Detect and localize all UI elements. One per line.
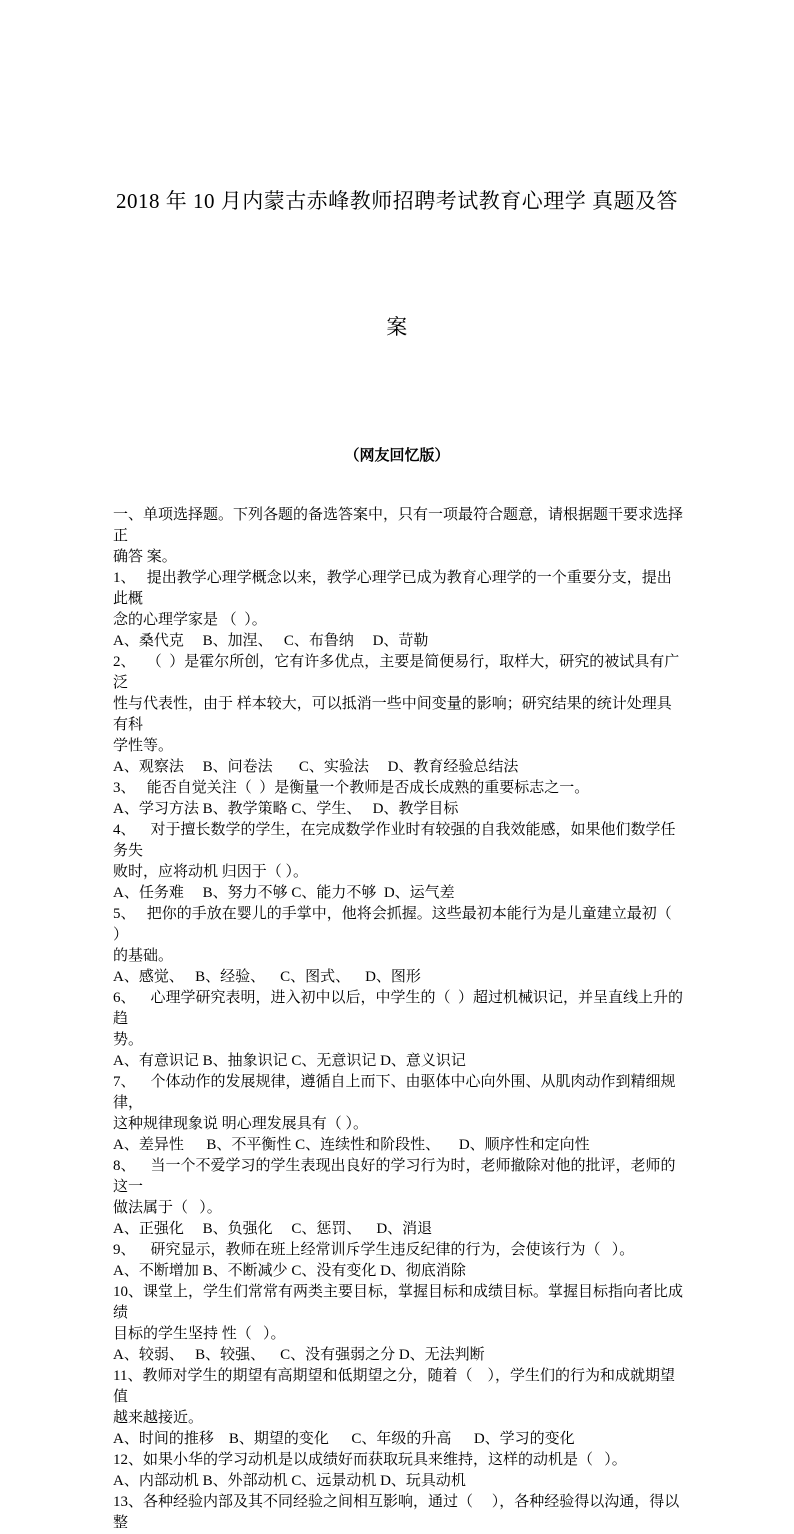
text-line: A、感觉、 B、经验、 C、图式、 D、图形	[113, 969, 421, 985]
text-line: 这种规律现象说 明心理发展具有（ ）。	[113, 1116, 369, 1132]
text-line: 目标的学生坚持 性（ ）。	[113, 1326, 286, 1342]
document-subtitle: （网友回忆版）	[344, 448, 450, 464]
text-line: 10、课堂上，学生们常常有两类主要目标，掌握目标和成绩目标。掌握目标指向者比成绩	[113, 1284, 684, 1321]
text-line: 1、 提出教学心理学概念以来，教学心理学已成为教育心理学的一个重要分支，提出此概	[113, 570, 672, 607]
text-line: 念的心理学家是 （ ）。	[113, 612, 267, 628]
text-line: A、桑代克 B、加涅、 C、布鲁纳 D、苛勒	[113, 633, 429, 649]
text-line: 败时，应将动机 归因于（ ）。	[113, 864, 309, 880]
text-line: A、任务难 B、努力不够 C、能力不够 D、运气差	[113, 885, 455, 901]
text-line: 7、 个体动作的发展规律，遵循自上而下、由驱体中心向外围、从肌肉动作到精细规律，	[113, 1074, 676, 1111]
text-line: A、内部动机 B、外部动机 C、远景动机 D、玩具动机	[113, 1473, 466, 1489]
text-line: A、不断增加 B、不断减少 C、没有变化 D、彻底消除	[113, 1263, 466, 1279]
text-line: 4、 对于擅长数学的学生，在完成数学作业时有较强的自我效能感，如果他们数学任务失	[113, 822, 676, 859]
text-line: A、正强化 B、负强化 C、惩罚、 D、消退	[113, 1221, 433, 1237]
text-line: A、有意识记 B、抽象识记 C、无意识记 D、意义识记	[113, 1053, 466, 1069]
text-line: 9、 研究显示，教师在班上经常训斥学生违反纪律的行为，会使该行为（ ）。	[113, 1242, 635, 1258]
text-line: 12、如果小华的学习动机是以成绩好而获取玩具来维持，这样的动机是（ ）。	[113, 1452, 627, 1468]
text-line: 的基础。	[113, 948, 174, 964]
text-line: A、学习方法 B、教学策略 C、学生、 D、教学目标	[113, 801, 459, 817]
text-line: 学性等。	[113, 738, 174, 754]
text-line: 2、 （ ）是霍尔所创，它有许多优点，主要是简便易行，取样大，研究的被试具有广泛	[113, 654, 680, 691]
text-line: A、差异性 B、不平衡性 C、连续性和阶段性、 D、顺序性和定向性	[113, 1137, 590, 1153]
document-body	[113, 505, 684, 1534]
text-line: A、较弱、 B、较强、 C、没有强弱之分 D、无法判断	[113, 1347, 485, 1363]
text-line: 8、 当一个不爱学习的学生表现出良好的学习行为时，老师撤除对他的批评，老师的这一	[113, 1158, 676, 1195]
text-line: 5、 把你的手放在婴儿的手掌中，他将会抓握。这些最初本能行为是儿童建立最初（ ）	[113, 906, 684, 943]
text-line: 3、 能否自觉关注（ ）是衡量一个教师是否成长成熟的重要标志之一。	[113, 780, 590, 796]
text-line: A、时间的推移 B、期望的变化 C、年级的升高 D、学习的变化	[113, 1431, 575, 1447]
text-line: A、观察法 B、问卷法 C、实验法 D、教育经验总结法	[113, 759, 519, 775]
text-line: 6、 心理学研究表明，进入初中以后，中学生的（ ）超过机械识记，并呈直线上升的趋	[113, 990, 684, 1027]
text-line: 11、教师对学生的期望有高期望和低期望之分，随着（ ），学生们的行为和成就期望值	[113, 1368, 675, 1405]
text-line: 一、单项选择题。下列各题的备选答案中，只有一项最符合题意，请根据题干要求选择正	[113, 507, 684, 544]
text-line: 确答 案。	[113, 549, 177, 565]
document-title-line-2: 案	[386, 315, 408, 339]
text-line: 性与代表性，由于 样本较大，可以抵消一些中间变量的影响；研究结果的统计处理具有科	[113, 696, 672, 733]
text-line: 势。	[113, 1032, 144, 1048]
text-line: 13、各种经验内部及其不同经验之间相互影响，通过（ ），各种经验得以沟通，得以整	[113, 1494, 680, 1531]
text-line: 越来越接近。	[113, 1410, 204, 1426]
text-line: 做法属于（ ）。	[113, 1200, 222, 1216]
document-title-line-1: 2018 年 10 月内蒙古赤峰教师招聘考试教育心理学 真题及答	[116, 189, 678, 213]
document-title	[0, 0, 794, 432]
